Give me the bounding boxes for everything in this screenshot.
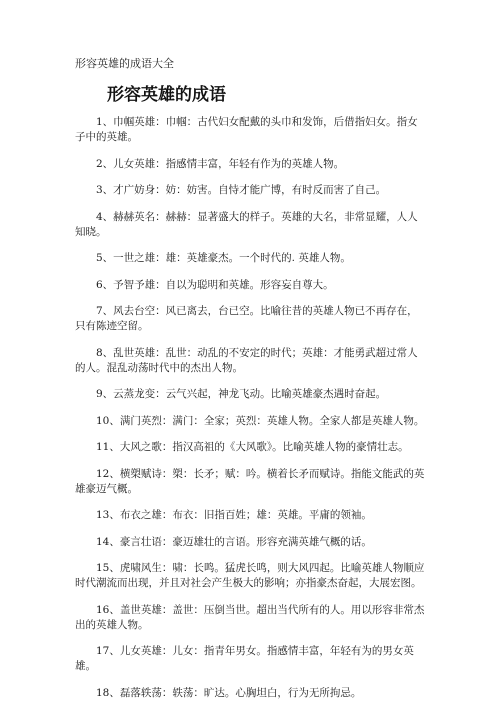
idiom-entry: 18、磊落轶荡：轶荡：旷达。心胸坦白，行为无所拘忌。 bbox=[96, 686, 362, 699]
idiom-entry: 4、赫赫英名：赫赫：显著盛大的样子。英雄的大名，非常显耀，人人知晓。 bbox=[75, 210, 418, 238]
page-header: 形容英雄的成语大全 bbox=[75, 57, 174, 70]
idiom-entry: 15、虎啸风生：啸：长鸣。猛虎长鸣，则大风四起。比喻英雄人物顺应时代潮流而出现，并且对社会产生极大的影响；亦指豪杰奋起，大展宏图。 bbox=[75, 562, 425, 589]
idiom-entry: 7、风去台空：风已离去，台已空。比喻往昔的英雄人物已不再存在，只有陈迹空留。 bbox=[75, 305, 418, 332]
idiom-entry: 10、满门英烈：满门：全家；英烈：英雄人物。全家人都是英雄人物。 bbox=[96, 414, 425, 427]
document-title: 形容英雄的成语 bbox=[107, 85, 226, 105]
idiom-entry: 12、横槊赋诗：槊：长矛；赋：吟。横着长矛而赋诗。指能文能武的英雄豪迈气概。 bbox=[75, 467, 425, 495]
idiom-entry: 16、盖世英雄：盖世：压倒当世。超出当代所有的人。用以形容非常杰出的英雄人物。 bbox=[75, 603, 425, 631]
idiom-entry: 13、布衣之雄：布衣：旧指百姓；雄：英雄。平庸的领袖。 bbox=[96, 509, 372, 521]
idiom-entry: 9、云蒸龙变：云气兴起，神龙飞动。比喻英雄豪杰遇时奋起。 bbox=[96, 388, 387, 400]
idiom-entry: 11、大风之歌：指汉高祖的《大风歌》。比喻英雄人物的豪情壮志。 bbox=[96, 441, 409, 453]
idiom-entry: 14、豪言壮语：豪迈雄壮的言语。形容充满英雄气概的话。 bbox=[96, 535, 372, 548]
idiom-list bbox=[75, 115, 427, 712]
idiom-entry: 5、一世之雄：雄：英雄豪杰。一个时代的. 英雄人物。 bbox=[96, 252, 351, 264]
idiom-entry: 17、儿女英雄：儿女：指青年男女。指感情丰富，年轻有为的男女英雄。 bbox=[75, 645, 414, 672]
idiom-entry: 3、才广妨身：妨：妨害。自恃才能广博，有时反而害了自己。 bbox=[96, 184, 387, 196]
idiom-entry: 1、巾帼英雄：巾帼：古代妇女配戴的头巾和发饰，后借指妇女。指女子中的英雄。 bbox=[75, 116, 418, 143]
idiom-entry: 2、儿女英雄：指感情丰富，年轻有作为的英雄人物。 bbox=[96, 157, 345, 170]
idiom-entry: 8、乱世英雄：乱世：动乱的不安定的时代；英雄：才能勇武超过常人的人。混乱动荡时代中的杰出人物。 bbox=[75, 346, 418, 374]
idiom-entry: 6、予智予雄：自以为聪明和英雄。形容妄自尊大。 bbox=[96, 278, 334, 291]
